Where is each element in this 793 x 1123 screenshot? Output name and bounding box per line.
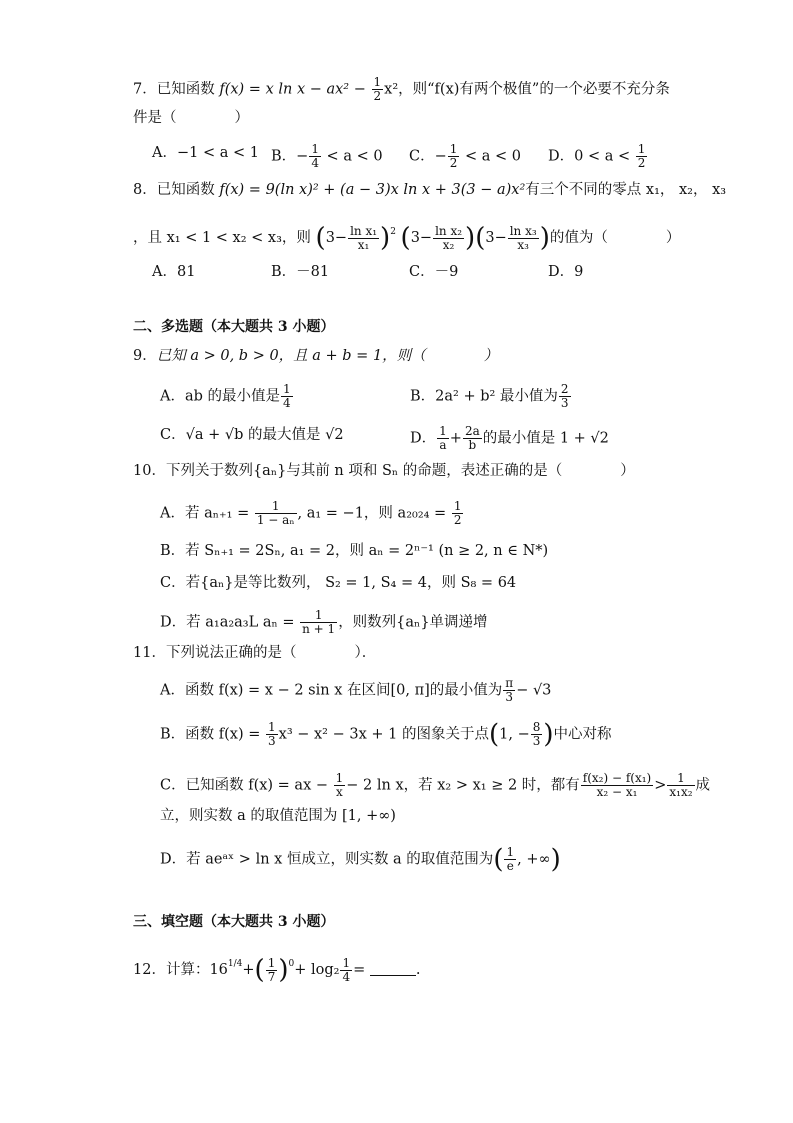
q7-function: f(x) = x ln x − ax² − <box>219 81 371 98</box>
q12-stem: 12．计算：$16^{1/4}+$( $\frac{1}{7}$ )$^0$+ log₂ $\frac{1}{4}$ = . <box>133 955 421 985</box>
q7-frac: $\frac{1}{2}$ <box>373 75 382 103</box>
q8-option-b[interactable]: B．－81 <box>271 264 330 280</box>
q11-option-d[interactable]: D．若 aeᵃˣ > ln x 恒成立，则实数 a 的取值范围为( $\frac{1}{e}$ , +∞) <box>160 844 561 875</box>
q9-option-c[interactable]: C．√a + √b 的最大值是 √2 <box>160 427 344 443</box>
q9-option-d[interactable]: D． $\frac{1}{a}$ + $\frac{2a}{b}$ 的最小值是 1 + √2 <box>410 424 609 452</box>
q8-option-d[interactable]: D．9 <box>548 264 584 280</box>
q8-number: 8． <box>133 182 157 198</box>
section-heading-fill-in: 三、填空题（本大题共 3 小题） <box>133 914 335 930</box>
q7-stem: 7．已知函数 f(x) = x ln x − ax² − $\frac{1}{2}$ x²，则“f(x)有两个极值”的一个必要不充分条 <box>133 75 670 103</box>
q11-option-c-line2: 立，则实数 a 的取值范围为 [1, +∞) <box>160 808 396 824</box>
q7-stem-line2: 件是（ ） <box>133 110 249 126</box>
section-heading-multiple-choice: 二、多选题（本大题共 3 小题） <box>133 319 335 335</box>
q11-stem: 11．下列说法正确的是（ ）． <box>133 645 377 661</box>
q7-option-c[interactable]: C．− $\frac{1}{2}$ < a < 0 <box>409 142 521 170</box>
q9-stem: 9．已知 a > 0, b > 0，且 a + b = 1，则（ ） <box>133 348 499 364</box>
q9-option-b[interactable]: B．2a² + b² 最小值为 $\frac{2}{3}$ <box>410 382 569 410</box>
q8-stem-line2: ，且 x₁ < 1 < x₂ < x₃，则 (3− $\frac{\text{ln x₁}}{\text{x₁}}$ )$^2$ (3− $\frac{\text{ln x₂}}{\text{x₂}}$ )(3− $\frac{\text{ln x₃}}{\text{x₃}}$ )的值为（ ） <box>133 223 681 253</box>
q7-number: 7． <box>133 81 157 98</box>
q8-function: f(x) = 9(ln x)² + (a − 3)x ln x + 3(3 − a)x² <box>219 182 526 198</box>
q12-answer-blank[interactable] <box>370 975 416 976</box>
q11-option-a[interactable]: A．函数 f(x) = x − 2 sin x 在区间[0, π]的最小值为 $\frac{\pi}{3}$ − √3 <box>160 676 552 704</box>
q7-option-b[interactable]: B．− $\frac{1}{4}$ < a < 0 <box>271 142 383 170</box>
q11-option-b[interactable]: B．函数 f(x) = $\frac{1}{3}$ x³ − x² − 3x + 1 的图象关于点(1, − $\frac{8}{3}$ )中心对称 <box>160 719 612 750</box>
q8-option-a[interactable]: A．81 <box>152 264 196 280</box>
q11-option-c[interactable]: C．已知函数 f(x) = ax − $\frac{1}{x}$ − 2 ln x，若 x₂ > x₁ ≥ 2 时，都有 $\frac{\text{f(x₂) − f(x₁)}}{\text{x₂ − x₁}}$ > $\frac{1}{\text{x₁x₂}}$ 成 <box>160 771 711 799</box>
q10-stem: 10．下列关于数列{aₙ}与其前 n 项和 Sₙ 的命题，表述正确的是（ ） <box>133 463 635 479</box>
q10-option-c[interactable]: C．若{aₙ}是等比数列， S₂ = 1, S₄ = 4，则 S₈ = 64 <box>160 575 517 591</box>
q7-option-d[interactable]: D．0 < a < $\frac{1}{2}$ <box>548 142 646 170</box>
q8-options <box>0 262 793 290</box>
q10-option-a[interactable]: A．若 aₙ₊₁ = $\frac{1}{\text{1 − aₙ}}$ , a₁ = −1，则 a₂₀₂₄ = $\frac{1}{2}$ <box>160 499 462 527</box>
q8-stem: 8．已知函数 f(x) = 9(ln x)² + (a − 3)x ln x + 3(3 − a)x²有三个不同的零点 x₁， x₂， x₃ <box>133 182 727 198</box>
q7-options <box>0 143 793 171</box>
q10-option-d[interactable]: D．若 a₁a₂a₃L aₙ = $\frac{1}{n + 1}$ ，则数列{aₙ}单调递增 <box>160 608 488 636</box>
q7-option-a[interactable]: A．−1 < a < 1 <box>152 145 259 161</box>
q8-option-c[interactable]: C．－9 <box>409 264 459 280</box>
q10-option-b[interactable]: B．若 Sₙ₊₁ = 2Sₙ, a₁ = 2，则 aₙ = 2ⁿ⁻¹ (n ≥ 2, n ∈ N*) <box>160 543 549 559</box>
q9-option-a[interactable]: A．ab 的最小值是 $\frac{1}{4}$ <box>160 382 291 410</box>
